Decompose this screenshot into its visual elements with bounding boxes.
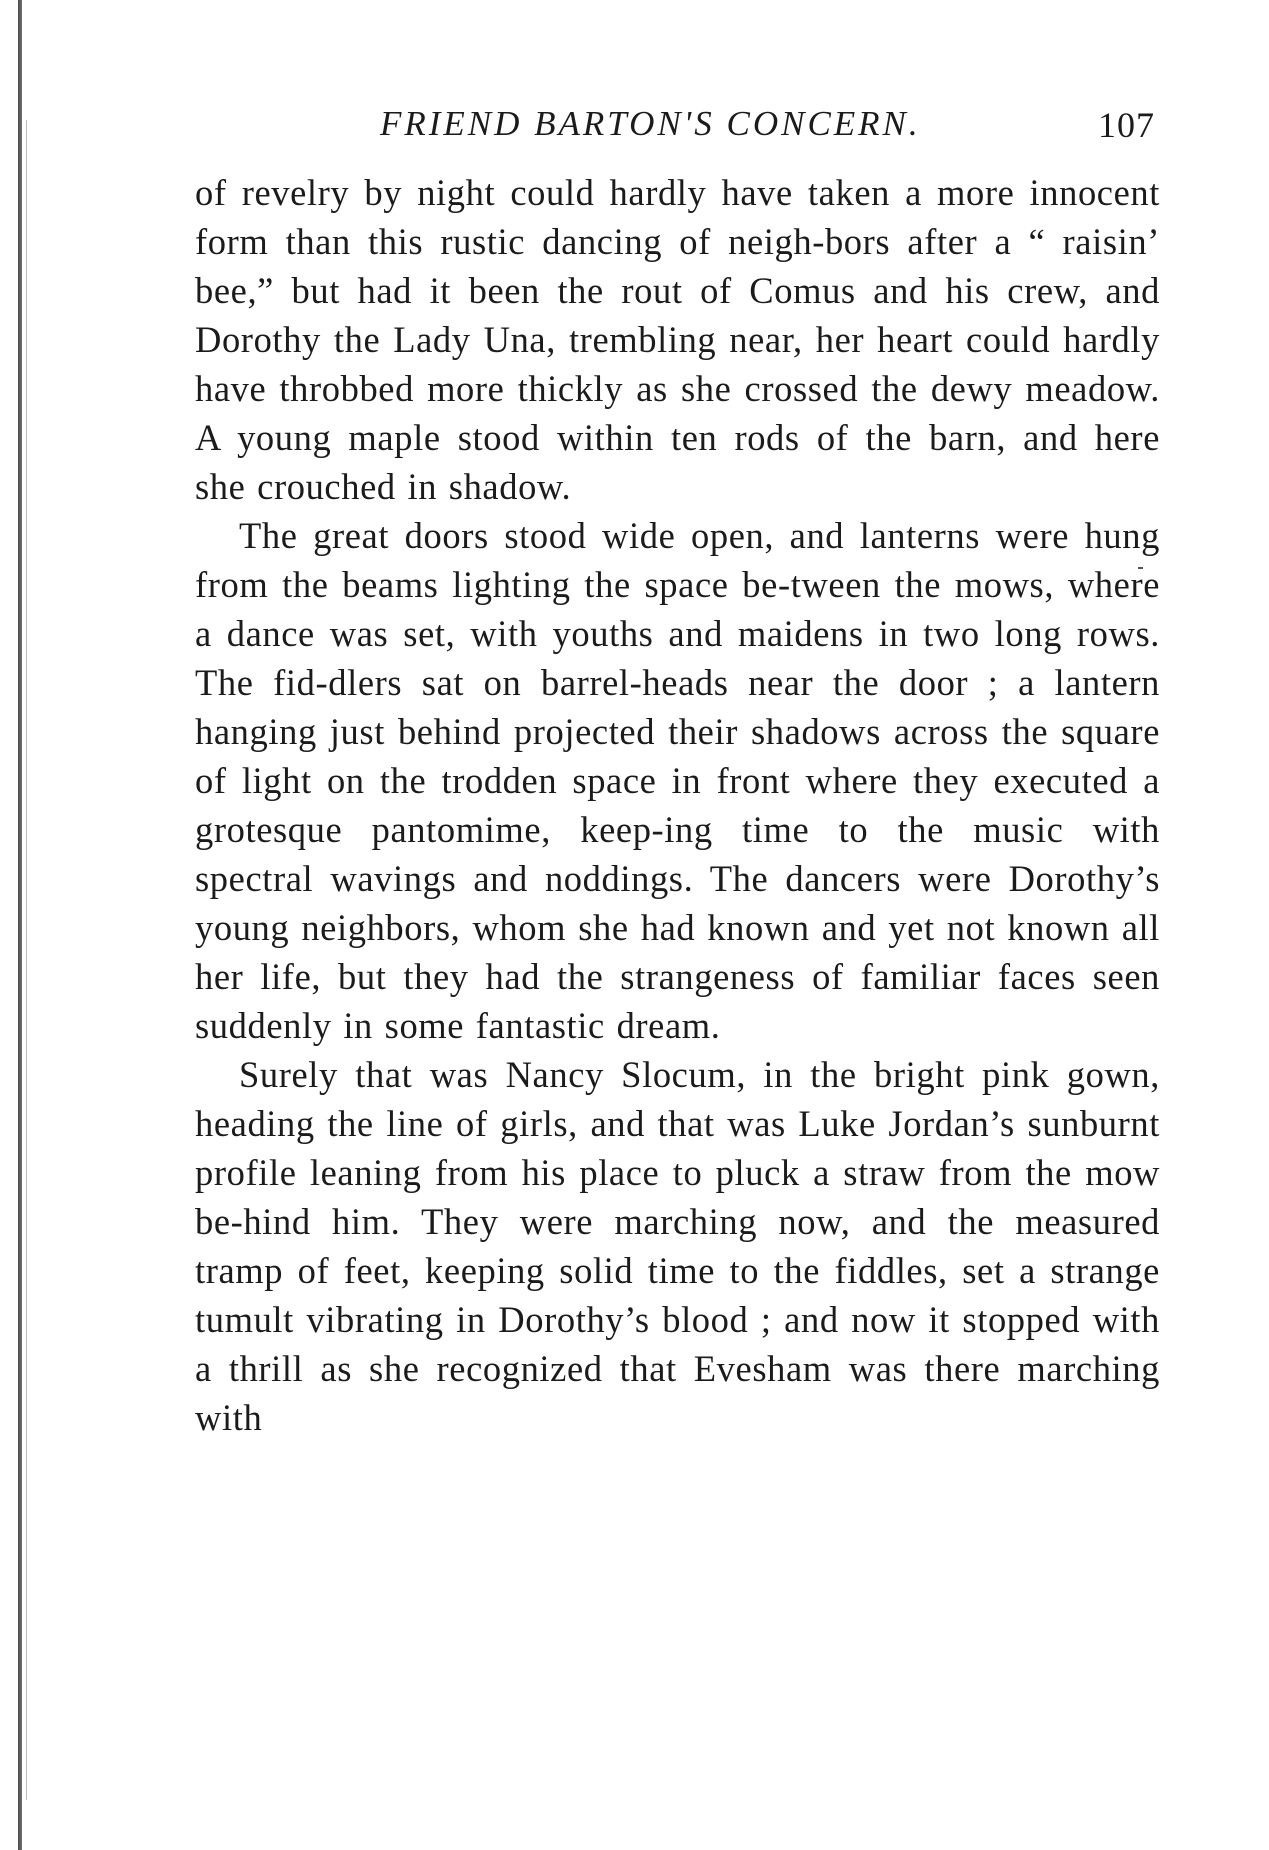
paragraph: of revelry by night could hardly have taken a more innocent form than this rustic dancing of neigh-bors after a “ raisin’ bee,” but had it been the rout of Comus and his crew, and Dorothy the Lady Una, trembling near, her heart could hardly have throbbed more thickly as she crossed the dewy meadow. A young maple stood within ten rods of the barn, and here she crouched in shadow. <box>195 172 1160 507</box>
running-title: FRIEND BARTON'S CONCERN. <box>380 104 921 143</box>
page-number: 107 <box>1098 105 1155 145</box>
paragraph: The great doors stood wide open, and lanterns were hung from the beams lighting the space be-tween the mows, where a dance was set, with youths and maidens in two long rows. The fid-dlers sat on barrel-heads near the door ; a lantern hanging just behind projected their shadows across the square of light on the trodden space in front where they executed a grotesque pantomime, keep-ing time to the music with spectral wavings and noddings. The dancers were Dorothy’s young neighbors, whom she had known and yet not known all her life, but they had the strangeness of familiar faces seen suddenly in some fantastic dream. <box>195 515 1160 1046</box>
binding-edge <box>18 0 22 1850</box>
page-header <box>195 100 1165 160</box>
paragraph: Surely that was Nancy Slocum, in the bright pink gown, heading the line of girls, and that was Luke Jordan’s sunburnt profile leaning from his place to pluck a straw from the mow be-hind him. They were marching now, and the measured tramp of feet, keeping solid time to the fiddles, set a strange tumult vibrating in Dorothy’s blood ; and now it stopped with a thrill as she recognized that Evesham was there marching with <box>195 1054 1160 1438</box>
body-text <box>195 168 1160 1442</box>
binding-edge-shadow <box>26 120 27 1800</box>
